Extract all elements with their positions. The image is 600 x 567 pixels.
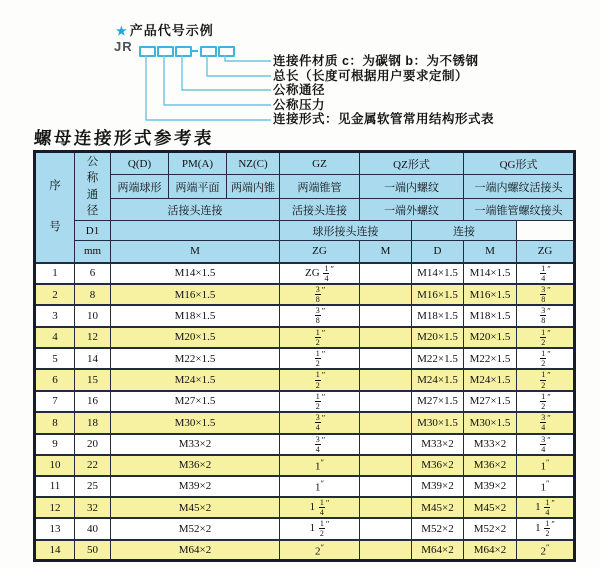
diagram-label-pressure: 公称压力: [273, 98, 326, 112]
cell-m: M64×2: [111, 540, 280, 561]
cell-qz-d: M39×2: [412, 476, 464, 497]
header-unit-qz-m: M: [360, 241, 412, 263]
cell-qz-m: [360, 518, 412, 539]
header-code-pma: PM(A): [169, 152, 227, 175]
cell-seq: 6: [35, 369, 75, 390]
table-row: [35, 476, 575, 497]
cell-qg-zg: $\frac{3}{8}$ ″: [517, 305, 575, 326]
cell-seq: 10: [35, 455, 75, 476]
cell-qg-m: M20×1.5: [464, 327, 517, 348]
table-row: [35, 305, 575, 326]
header-code-gz: GZ: [280, 152, 360, 175]
cell-qz-m: [360, 305, 412, 326]
cell-dn: 18: [75, 412, 111, 433]
header-empty-left: [111, 221, 280, 241]
header-conn-left: 活接头连接: [111, 199, 280, 221]
header-unit-qz-d: D: [412, 241, 464, 263]
cell-qg-m: M52×2: [464, 518, 517, 539]
cell-seq: 2: [35, 284, 75, 305]
cell-gz: $\frac{3}{4}$ ″: [280, 412, 360, 433]
cell-m: M20×1.5: [111, 327, 280, 348]
table-row: [35, 284, 575, 305]
cell-qg-m: M33×2: [464, 434, 517, 455]
cell-dn: 10: [75, 305, 111, 326]
header-qg-row3: 一端锥管螺纹接头: [464, 199, 575, 221]
cell-gz: 1 $\frac{1}{4}$ ″: [280, 497, 360, 518]
header-code-qd: Q(D): [111, 152, 169, 175]
cell-dn: 22: [75, 455, 111, 476]
cell-qg-m: M14×1.5: [464, 263, 517, 284]
diagram-label-connection: 连接形式：见金属软管常用结构形式表: [273, 112, 495, 126]
table-row: [35, 434, 575, 455]
header-conn-gz: 活接头连接: [280, 199, 360, 221]
cell-qg-zg: 1″: [517, 476, 575, 497]
cell-qg-zg: $\frac{1}{2}$ ″: [517, 327, 575, 348]
cell-m: M18×1.5: [111, 305, 280, 326]
cell-qz-d: M27×1.5: [412, 391, 464, 412]
cell-qg-m: M45×2: [464, 497, 517, 518]
cell-qz-d: M52×2: [412, 518, 464, 539]
cell-qz-d: M18×1.5: [412, 305, 464, 326]
header-seq: 序号: [35, 152, 75, 263]
header-unit-m: M: [111, 241, 280, 263]
cell-gz: 1″: [280, 455, 360, 476]
cell-dn: 50: [75, 540, 111, 561]
table-row: [35, 391, 575, 412]
cell-qz-m: [360, 263, 412, 284]
cell-qz-m: [360, 327, 412, 348]
cell-qg-m: M18×1.5: [464, 305, 517, 326]
header-type-gz: 两端锥管: [280, 175, 360, 199]
cell-qz-m: [360, 434, 412, 455]
cell-qz-d: M30×1.5: [412, 412, 464, 433]
cell-m: M24×1.5: [111, 369, 280, 390]
diagram-label-material: 连接件材质 c：为碳钢 b：为不锈钢: [273, 54, 479, 68]
table-row: [35, 369, 575, 390]
cell-qz-d: M16×1.5: [412, 284, 464, 305]
cell-m: M45×2: [111, 497, 280, 518]
cell-qg-m: M30×1.5: [464, 412, 517, 433]
table-row: [35, 327, 575, 348]
cell-gz: 1 $\frac{1}{2}$ ″: [280, 518, 360, 539]
cell-gz: $\frac{1}{2}$ ″: [280, 327, 360, 348]
cell-gz: $\frac{1}{2}$ ″: [280, 391, 360, 412]
cell-gz: $\frac{1}{2}$ ″: [280, 369, 360, 390]
cell-qz-m: [360, 540, 412, 561]
cell-qg-m: M22×1.5: [464, 348, 517, 369]
cell-qg-m: M24×1.5: [464, 369, 517, 390]
cell-gz: $\frac{3}{8}$ ″: [280, 284, 360, 305]
cell-dn: 8: [75, 284, 111, 305]
cell-seq: 4: [35, 327, 75, 348]
header-code-nzc: NZ(C): [227, 152, 280, 175]
diagram-label-length: 总长（长度可根据用户要求定制）: [273, 69, 469, 83]
cell-m: M33×2: [111, 434, 280, 455]
table-row: [35, 263, 575, 284]
header-type-qd: 两端球形: [111, 175, 169, 199]
cell-dn: 32: [75, 497, 111, 518]
cell-qg-zg: 1 $\frac{1}{2}$ ″: [517, 518, 575, 539]
cell-gz: 1″: [280, 476, 360, 497]
header-type-qg: 一端内螺纹活接头: [464, 175, 575, 199]
cell-dn: 15: [75, 369, 111, 390]
cell-qg-m: M36×2: [464, 455, 517, 476]
cell-m: M30×1.5: [111, 412, 280, 433]
cell-qz-m: [360, 391, 412, 412]
cell-dn: 20: [75, 434, 111, 455]
cell-gz: $\frac{3}{4}$ ″: [280, 434, 360, 455]
cell-qg-zg: $\frac{1}{2}$ ″: [517, 348, 575, 369]
header-qz-row4: 球形接头连接: [280, 221, 412, 241]
cell-seq: 3: [35, 305, 75, 326]
cell-qz-m: [360, 369, 412, 390]
cell-qg-zg: $\frac{1}{2}$ ″: [517, 391, 575, 412]
cell-m: M52×2: [111, 518, 280, 539]
diagram-heading-text: 产品代号示例: [129, 23, 214, 38]
header-qg-row4: 连接: [412, 221, 517, 241]
cell-qg-m: M27×1.5: [464, 391, 517, 412]
cell-qz-d: M33×2: [412, 434, 464, 455]
cell-m: M27×1.5: [111, 391, 280, 412]
cell-seq: 9: [35, 434, 75, 455]
header-type-nzc: 两端内锥: [227, 175, 280, 199]
reference-table: [33, 150, 576, 562]
star-icon: ★: [116, 24, 128, 38]
cell-qg-zg: $\frac{3}{4}$ ″: [517, 412, 575, 433]
cell-seq: 8: [35, 412, 75, 433]
header-unit-zg: ZG: [280, 241, 360, 263]
table-row: [35, 455, 575, 476]
cell-seq: 14: [35, 540, 75, 561]
cell-dn: 12: [75, 327, 111, 348]
cell-seq: 13: [35, 518, 75, 539]
cell-seq: 12: [35, 497, 75, 518]
cell-qg-m: M16×1.5: [464, 284, 517, 305]
header-type-qz: 一端内螺纹: [360, 175, 464, 199]
header-type-pma: 两端平面: [169, 175, 227, 199]
cell-m: M22×1.5: [111, 348, 280, 369]
cell-seq: 7: [35, 391, 75, 412]
header-mm: mm: [75, 241, 111, 263]
code-prefix: JR: [114, 39, 133, 54]
cell-dn: 16: [75, 391, 111, 412]
cell-qg-zg: 1″: [517, 455, 575, 476]
cell-qg-zg: $\frac{1}{2}$ ″: [517, 369, 575, 390]
cell-m: M36×2: [111, 455, 280, 476]
cell-seq: 1: [35, 263, 75, 284]
cell-gz: ZG $\frac{1}{4}$ ″: [280, 263, 360, 284]
cell-gz: 2″: [280, 540, 360, 561]
cell-qz-d: M20×1.5: [412, 327, 464, 348]
cell-qz-d: M14×1.5: [412, 263, 464, 284]
table-row: [35, 497, 575, 518]
header-code-qz: QZ形式: [360, 152, 464, 175]
cell-m: M16×1.5: [111, 284, 280, 305]
table-row: [35, 518, 575, 539]
cell-qz-d: M22×1.5: [412, 348, 464, 369]
cell-qz-m: [360, 348, 412, 369]
cell-qg-zg: $\frac{3}{8}$ ″: [517, 284, 575, 305]
table-body: [35, 263, 575, 561]
cell-qg-zg: 2″: [517, 540, 575, 561]
diagram-label-diameter: 公称通径: [273, 83, 326, 97]
cell-gz: $\frac{1}{2}$ ″: [280, 348, 360, 369]
table-title: 螺母连接形式参考表: [33, 128, 215, 148]
cell-qg-zg: $\frac{1}{4}$ ″: [517, 263, 575, 284]
cell-qz-m: [360, 284, 412, 305]
cell-qg-zg: 1 $\frac{1}{4}$ ″: [517, 497, 575, 518]
cell-qg-zg: $\frac{3}{4}$ ″: [517, 434, 575, 455]
cell-qz-m: [360, 476, 412, 497]
table-row: [35, 348, 575, 369]
cell-m: M39×2: [111, 476, 280, 497]
table-row: [35, 540, 575, 561]
cell-qz-m: [360, 455, 412, 476]
cell-m: M14×1.5: [111, 263, 280, 284]
cell-qz-m: [360, 497, 412, 518]
cell-qg-m: M64×2: [464, 540, 517, 561]
header-d1: D1: [75, 221, 111, 241]
cell-qg-m: M39×2: [464, 476, 517, 497]
cell-qz-d: M45×2: [412, 497, 464, 518]
cell-gz: $\frac{3}{8}$ ″: [280, 305, 360, 326]
cell-qz-m: [360, 412, 412, 433]
header-dn: 公称通径: [75, 152, 111, 221]
cell-seq: 5: [35, 348, 75, 369]
cell-dn: 6: [75, 263, 111, 284]
header-qz-row3: 一端外螺纹: [360, 199, 464, 221]
header-code-qg: QG形式: [464, 152, 575, 175]
cell-qz-d: M24×1.5: [412, 369, 464, 390]
header-unit-qg-m: M: [464, 241, 517, 263]
cell-qz-d: M36×2: [412, 455, 464, 476]
table-row: [35, 412, 575, 433]
cell-seq: 11: [35, 476, 75, 497]
cell-dn: 14: [75, 348, 111, 369]
header-unit-qg-zg: ZG: [517, 241, 575, 263]
cell-dn: 40: [75, 518, 111, 539]
cell-dn: 25: [75, 476, 111, 497]
cell-qz-d: M64×2: [412, 540, 464, 561]
